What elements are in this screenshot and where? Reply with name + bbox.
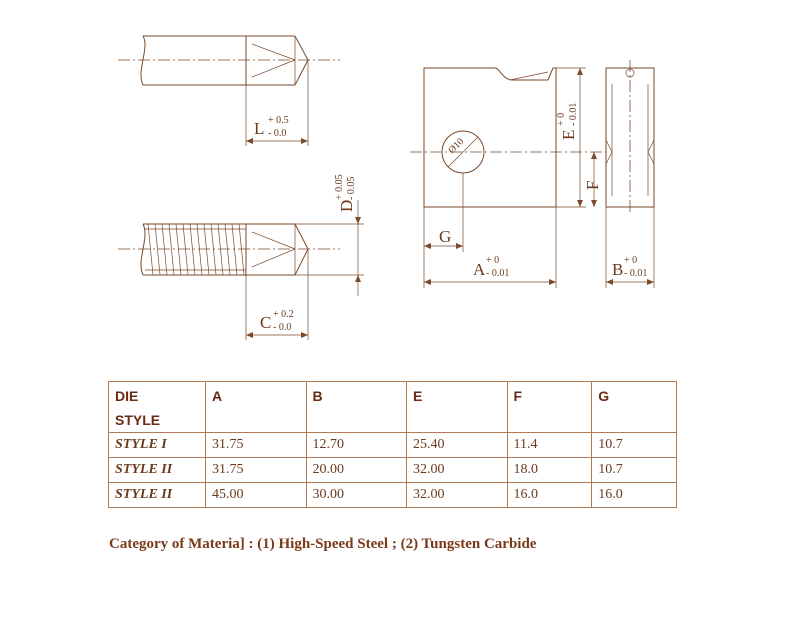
die-block-front-view	[410, 68, 610, 288]
dim-E-label: E	[559, 129, 578, 140]
value-cell-g: 16.0	[592, 483, 677, 508]
col-header-die-style-line1: DIE	[115, 388, 139, 404]
dim-F-label: F	[583, 180, 602, 190]
dim-C-tol-minus: - 0.0	[273, 322, 292, 333]
col-header-g: G	[592, 382, 677, 433]
dim-D-tol-plus: + 0.05	[334, 174, 345, 200]
dim-A-label: A	[473, 260, 486, 279]
style-cell: STYLE I	[109, 433, 206, 458]
dim-L-tol-plus: + 0.5	[268, 115, 289, 126]
value-cell-b: 12.70	[306, 433, 407, 458]
dim-A-tol-minus: - 0.01	[486, 268, 510, 279]
col-header-f: F	[507, 382, 592, 433]
value-cell-f: 11.4	[507, 433, 592, 458]
dim-L-tol-minus: - 0.0	[268, 128, 287, 139]
dim-A-tol-plus: + 0	[486, 255, 500, 266]
col-header-die-style-line2: STYLE	[115, 412, 161, 428]
dim-G-label: G	[439, 227, 452, 246]
die-block-side-view	[606, 60, 654, 288]
col-header-b: B	[306, 382, 407, 433]
dim-B-tol-plus: + 0	[624, 255, 638, 266]
value-cell-f: 16.0	[507, 483, 592, 508]
material-category-note: Category of Materia] : (1) High-Speed Steel ; (2) Tungsten Carbide	[109, 536, 537, 552]
dim-C-label: C	[260, 313, 272, 332]
value-cell-e: 32.00	[407, 483, 508, 508]
dim-B-tol-minus: - 0.01	[624, 268, 648, 279]
dim-L-label: L	[254, 119, 265, 138]
die-spec-table	[108, 381, 677, 508]
value-cell-a: 31.75	[206, 433, 307, 458]
col-header-e: E	[407, 382, 508, 433]
value-cell-f: 18.0	[507, 458, 592, 483]
col-header-a: A	[206, 382, 307, 433]
drill-point-view	[118, 36, 340, 146]
dim-D-label: D	[337, 199, 356, 212]
dim-C-tol-plus: + 0.2	[273, 309, 294, 320]
value-cell-b: 20.00	[306, 458, 407, 483]
dim-D-tol-minus: - 0.05	[346, 176, 357, 200]
value-cell-e: 32.00	[407, 458, 508, 483]
table-row	[109, 483, 677, 508]
threaded-shank-view	[118, 174, 364, 340]
dim-E-tol-minus: - 0.01	[568, 102, 579, 126]
value-cell-b: 30.00	[306, 483, 407, 508]
value-cell-g: 10.7	[592, 433, 677, 458]
dim-B-label: B	[612, 260, 624, 279]
thread-lines	[145, 224, 246, 275]
table-row	[109, 458, 677, 483]
style-cell: STYLE II	[109, 483, 206, 508]
table-row	[109, 433, 677, 458]
style-cell: STYLE II	[109, 458, 206, 483]
value-cell-a: 45.00	[206, 483, 307, 508]
value-cell-e: 25.40	[407, 433, 508, 458]
hole-diameter-label: Ø10	[446, 136, 467, 157]
table-header-row	[109, 382, 677, 433]
dim-E-tol-plus: + 0	[556, 112, 567, 126]
value-cell-g: 10.7	[592, 458, 677, 483]
col-header-die-style	[109, 382, 206, 433]
value-cell-a: 31.75	[206, 458, 307, 483]
